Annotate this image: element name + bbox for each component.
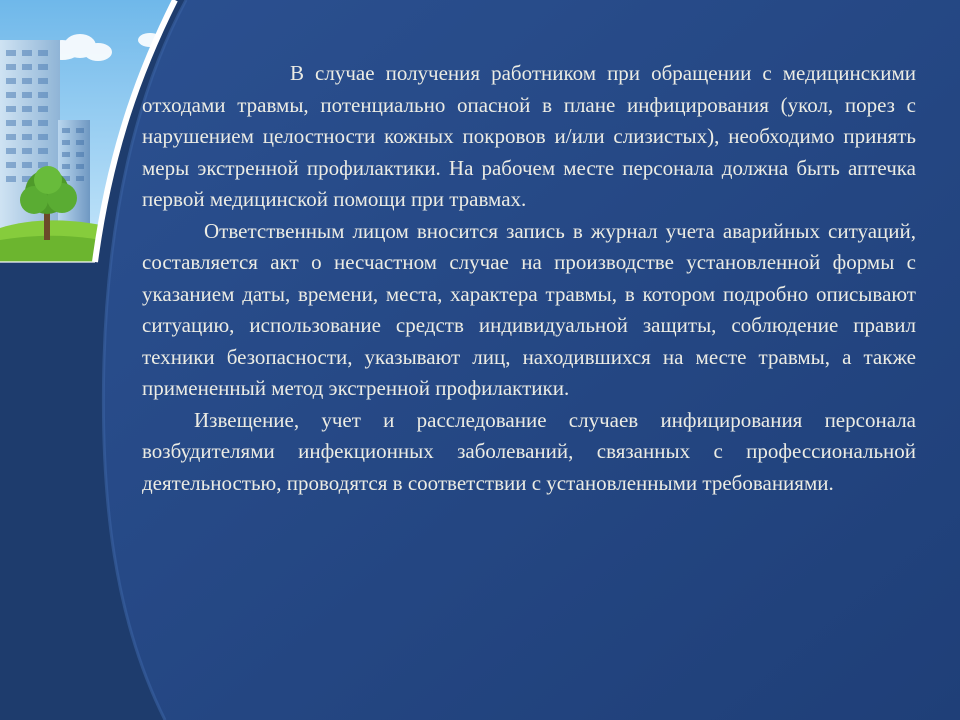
paragraph-incident-registration: Ответственным лицом вносится запись в журнал учета аварийных ситуаций, составляется акт о несчастном случае на производстве установленной формы с указанием даты, времени, места, характера травмы, в котором подробно описывают ситуацию, использование средств индивидуальной защиты, соблюдение правил техники безопасности, указывают лиц, находившихся на месте травмы, а также примененный метод экстренной профилактики.	[142, 218, 916, 400]
paragraph-infection-investigation: Извещение, учет и расследование случаев инфицирования персонала возбудителями инфекционных заболеваний, связанных с профессиональной деятельностью, проводятся в соответствии с установленными требованиями.	[142, 407, 916, 495]
paragraph-emergency-prophylaxis: В случае получения работником при обращении с медицинскими отходами травмы, потенциально опасной в плане инфицирования (укол, порез с нарушением целостности кожных покровов и/или слизистых), необходимо принять меры экстренной профилактики. На рабочем месте персонала должна быть аптечка первой медицинской помощи при травмах.	[142, 61, 916, 211]
slide-text-body	[142, 58, 916, 499]
